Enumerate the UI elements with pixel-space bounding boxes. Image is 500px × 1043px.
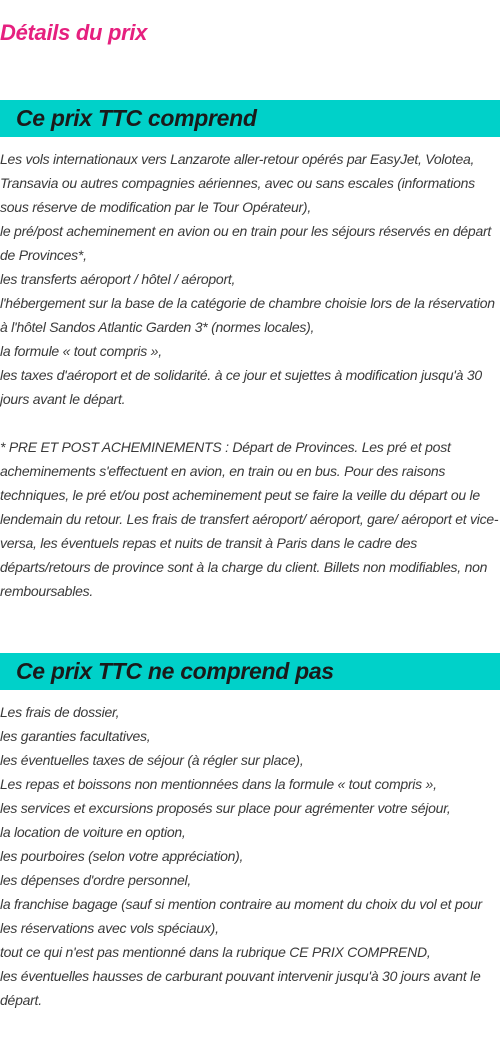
excludes-line: Les frais de dossier, bbox=[0, 704, 120, 720]
includes-list bbox=[0, 147, 500, 411]
excludes-line: Les repas et boissons non mentionnées dans la formule « tout compris », bbox=[0, 776, 437, 792]
excludes-line: les dépenses d'ordre personnel, bbox=[0, 872, 192, 888]
acheminement-note bbox=[0, 435, 500, 603]
excludes-line: les éventuelles hausses de carburant pouvant intervenir jusqu'à 30 jours avant le départ. bbox=[0, 968, 481, 1008]
excludes-line: les éventuelles taxes de séjour (à régler sur place), bbox=[0, 752, 304, 768]
excludes-line: les pourboires (selon votre appréciation), bbox=[0, 848, 244, 864]
includes-line: Les vols internationaux vers Lanzarote aller-retour opérés par EasyJet, Volotea, Transavia ou autres compagnies aériennes, avec ou sans escales (informations sous réserve de modification par le Tour Opérateur), bbox=[0, 151, 475, 215]
excludes-line: les garanties facultatives, bbox=[0, 728, 151, 744]
page-title: Détails du prix bbox=[0, 20, 148, 45]
excludes-line: la location de voiture en option, bbox=[0, 824, 186, 840]
includes-line: la formule « tout compris », bbox=[0, 343, 162, 359]
excludes-line: tout ce qui n'est pas mentionné dans la rubrique CE PRIX COMPREND, bbox=[0, 944, 431, 960]
includes-heading: Ce prix TTC comprend bbox=[0, 100, 500, 137]
excludes-line: la franchise bagage (sauf si mention contraire au moment du choix du vol et pour les réservations avec vols spéciaux), bbox=[0, 896, 482, 936]
excludes-list bbox=[0, 700, 500, 1012]
excludes-line: les services et excursions proposés sur place pour agrémenter votre séjour, bbox=[0, 800, 451, 816]
includes-line: les transferts aéroport / hôtel / aéroport, bbox=[0, 271, 236, 287]
includes-line: les taxes d'aéroport et de solidarité. à ce jour et sujettes à modification jusqu'à 30 jours avant le départ. bbox=[0, 367, 482, 407]
includes-line: le pré/post acheminement en avion ou en train pour les séjours réservés en départ de Provinces*, bbox=[0, 223, 492, 263]
includes-line: l'hébergement sur la base de la catégorie de chambre choisie lors de la réservation à l'hôtel Sandos Atlantic Garden 3* (normes locales), bbox=[0, 295, 495, 335]
excludes-heading: Ce prix TTC ne comprend pas bbox=[0, 653, 500, 690]
acheminement-note-text: * PRE ET POST ACHEMINEMENTS : Départ de Provinces. Les pré et post acheminements s'effectuent en avion, en train ou en bus. Pour des raisons techniques, le pré et/ou post acheminement peut se faire la veille du départ ou le lendemain du retour. Les frais de transfert aéroport/ aéroport, gare/ aéroport et vice-versa, les éventuels repas et nuits de transit à Paris dans le cadre des départs/retours de province sont à la charge du client. Billets non modifiables, non remboursables. bbox=[0, 439, 499, 599]
